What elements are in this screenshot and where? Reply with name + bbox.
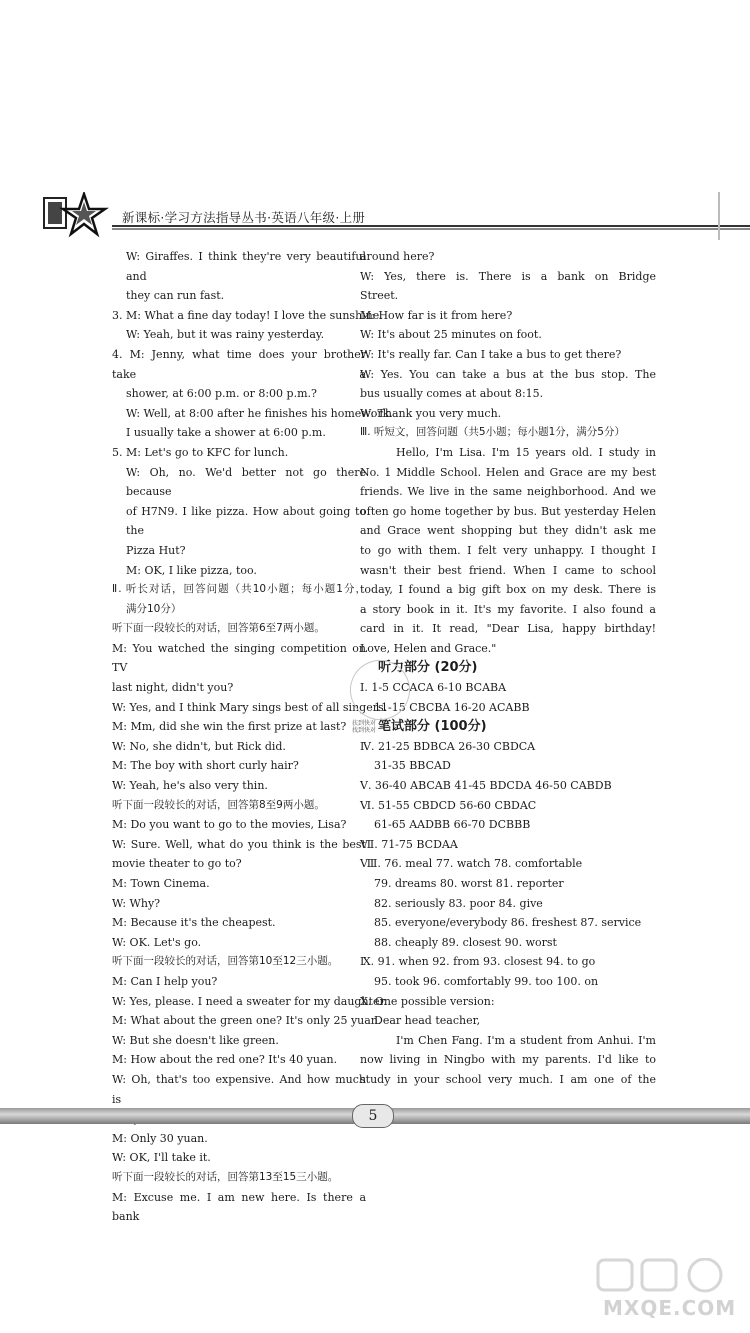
text-line: 听下面一段较长的对话，回答第8至9两小题。 — [112, 798, 325, 811]
text-line: Ⅶ. 71-75 BCDAA — [360, 837, 458, 851]
text-line: W: Sure. Well, what do you think is the best — [112, 837, 366, 851]
stamp-caption — [352, 720, 376, 734]
text-line: 11-15 CBCBA 16-20 ACABB — [374, 700, 530, 714]
text-line: W: Yes. You can take a bus at the bus stop. The — [360, 367, 656, 381]
text-line: Dear head teacher, — [374, 1014, 481, 1028]
text-line: Ⅸ. 91. when 92. from 93. closest 94. to go — [360, 955, 596, 969]
text-line: wasn't their best friend. When I came to school — [360, 563, 656, 577]
text-line: study in your school very much. I am one of the — [360, 1072, 656, 1086]
text-line: I usually take a shower at 6:00 p.m. — [126, 426, 326, 440]
text-line: 听下面一段较长的对话，回答第10至12三小题。 — [112, 955, 339, 968]
text-line: friends. We live in the same neighborhood. And we — [360, 485, 656, 499]
text-line: W: Oh, no. We'd better not go there because — [126, 465, 366, 499]
text-line: Love, Helen and Grace." — [360, 641, 497, 655]
text-line: W: Why? — [112, 896, 161, 910]
text-line: 31-35 BBCAD — [374, 759, 451, 773]
right-column — [360, 247, 656, 1090]
text-line: Ⅳ. 21-25 BDBCA 26-30 CBDCA — [360, 739, 536, 753]
text-line: 听下面一段较长的对话，回答第6至7两小题。 — [112, 622, 325, 635]
text-line: 79. dreams 80. worst 81. reporter — [374, 877, 564, 890]
text-line: now living in Ningbo with my parents. I'd like to — [360, 1053, 656, 1067]
text-line: W: Well, at 8:00 after he finishes his homework. — [126, 406, 393, 420]
text-line: 95. took 96. comfortably 99. too 100. on — [374, 974, 599, 988]
text-line: M: OK, I like pizza, too. — [126, 563, 257, 577]
text-line: around here? — [360, 250, 435, 263]
text-line: often go home together by bus. But yesterday Helen — [360, 504, 656, 518]
text-line: shower, at 6:00 p.m. or 8:00 p.m.? — [126, 387, 317, 401]
text-line: W: OK. Let's go. — [112, 935, 202, 949]
text-line: 满分10分） — [126, 602, 182, 615]
text-line: W: Yes, there is. There is a bank on Bridge — [360, 269, 656, 283]
text-line: and Grace went shopping but they didn't ask me — [360, 524, 656, 538]
stamp-line: 找到快对 — [352, 727, 377, 734]
text-line: W: It's really far. Can I take a bus to get there? — [360, 347, 622, 361]
text-line: W: But she doesn't like green. — [112, 1033, 279, 1047]
text-line: a story book in it. It's my favorite. I also found a — [360, 602, 656, 616]
header-rule — [112, 225, 750, 230]
text-line: Pizza Hut? — [126, 543, 186, 557]
text-line: W: Yes, and I think Mary sings best of all singers. — [112, 700, 388, 714]
text-line: to go with them. I felt very unhappy. I thought I — [360, 543, 656, 557]
text-line: M: Can I help you? — [112, 974, 218, 988]
text-line: 88. cheaply 89. closest 90. worst — [374, 935, 557, 949]
text-line: W: Giraffes. I think they're very beautiful and — [126, 250, 366, 283]
text-line: W: Yeah, he's also very thin. — [112, 779, 268, 793]
text-line: M: Only 30 yuan. — [112, 1131, 208, 1145]
text-line: 61-65 AADBB 66-70 DCBBB — [374, 818, 531, 832]
page-header — [40, 192, 750, 238]
text-line: W: Oh, that's too expensive. And how much is — [112, 1072, 366, 1106]
text-line: M: You watched the singing competition on TV — [112, 641, 366, 675]
text-line: card in it. It read, "Dear Lisa, happy birthday! — [360, 622, 656, 636]
text-line: W: It's about 25 minutes on foot. — [360, 328, 542, 342]
text-line: Ⅴ. 36-40 ABCAB 41-45 BDCDA 46-50 CABDB — [360, 779, 612, 793]
text-line: M: Do you want to go to the movies, Lisa? — [112, 818, 347, 832]
text-line: 笔试部分 (100分) — [378, 719, 487, 735]
binding-mark — [718, 192, 720, 240]
page-number: 5 — [352, 1104, 394, 1128]
text-line: W: No, she didn't, but Rick did. — [112, 739, 286, 753]
text-line: 3. M: What a fine day today! I love the sunshine. — [112, 308, 383, 322]
text-line: M: How far is it from here? — [360, 308, 513, 322]
text-line: M: Town Cinema. — [112, 877, 210, 890]
header-title: 新课标·学习方法指导丛书·英语八年级·上册 — [122, 210, 366, 225]
text-line: Ⅲ. 听短文，回答问题（共5小题；每小题1分，满分5分） — [360, 426, 625, 439]
text-line: M: Because it's the cheapest. — [112, 916, 276, 930]
text-line: last night, didn't you? — [112, 681, 234, 695]
text-line: M: What about the green one? It's only 25 yuan. — [112, 1014, 382, 1028]
text-line: Ⅹ. One possible version: — [360, 994, 495, 1008]
text-line: 听力部分 (20分) — [378, 660, 478, 676]
text-line: bus usually comes at about 8:15. — [360, 387, 544, 401]
text-line: Street. — [360, 289, 399, 303]
text-line: Ⅱ. 听长对话，回答问题（共10小题；每小题1分， — [112, 583, 366, 596]
text-line: M: How about the red one? It's 40 yuan. — [112, 1053, 338, 1067]
text-line: of H7N9. I like pizza. How about going to the — [126, 504, 366, 538]
text-line: today, I found a big gift box on my desk. There is — [360, 583, 656, 597]
watermark-text: MXQE.COM — [603, 1296, 737, 1320]
text-line: 4. M: Jenny, what time does your brother take a — [112, 347, 366, 381]
text-line: I'm Chen Fang. I'm a student from Anhui. I'm — [396, 1033, 656, 1047]
text-line: they can run fast. — [126, 289, 225, 303]
text-line: 85. everyone/everybody 86. freshest 87. service — [374, 916, 642, 930]
text-line: 听下面一段较长的对话，回答第13至15三小题。 — [112, 1170, 339, 1183]
text-line: Ⅷ. 76. meal 77. watch 78. comfortable — [360, 857, 583, 871]
star-logo-icon — [40, 192, 110, 238]
text-line: No. 1 Middle School. Helen and Grace are my best — [360, 465, 656, 479]
text-line: Hello, I'm Lisa. I'm 15 years old. I study in — [396, 445, 656, 459]
text-line: M: Excuse me. I am new here. Is there a bank — [112, 1190, 366, 1224]
text-line: movie theater to go to? — [112, 857, 242, 871]
text-line: W: Thank you very much. — [360, 406, 502, 420]
text-line: M: The boy with short curly hair? — [112, 759, 299, 773]
text-line: Ⅵ. 51-55 CBDCD 56-60 CBDAC — [360, 798, 537, 812]
text-line: Ⅰ. 1-5 CCACA 6-10 BCABA — [360, 681, 507, 695]
text-line: W: OK, I'll take it. — [112, 1151, 211, 1165]
text-line: 5. M: Let's go to KFC for lunch. — [112, 445, 289, 459]
text-line: M: Mm, did she win the first prize at last? — [112, 720, 347, 734]
text-line: W: Yeah, but it was rainy yesterday. — [126, 328, 325, 342]
text-line: W: Yes, please. I need a sweater for my daughter. — [112, 994, 388, 1008]
text-line: 82. seriously 83. poor 84. give — [374, 896, 543, 910]
stamp-line: 扶到快对 — [352, 720, 377, 727]
